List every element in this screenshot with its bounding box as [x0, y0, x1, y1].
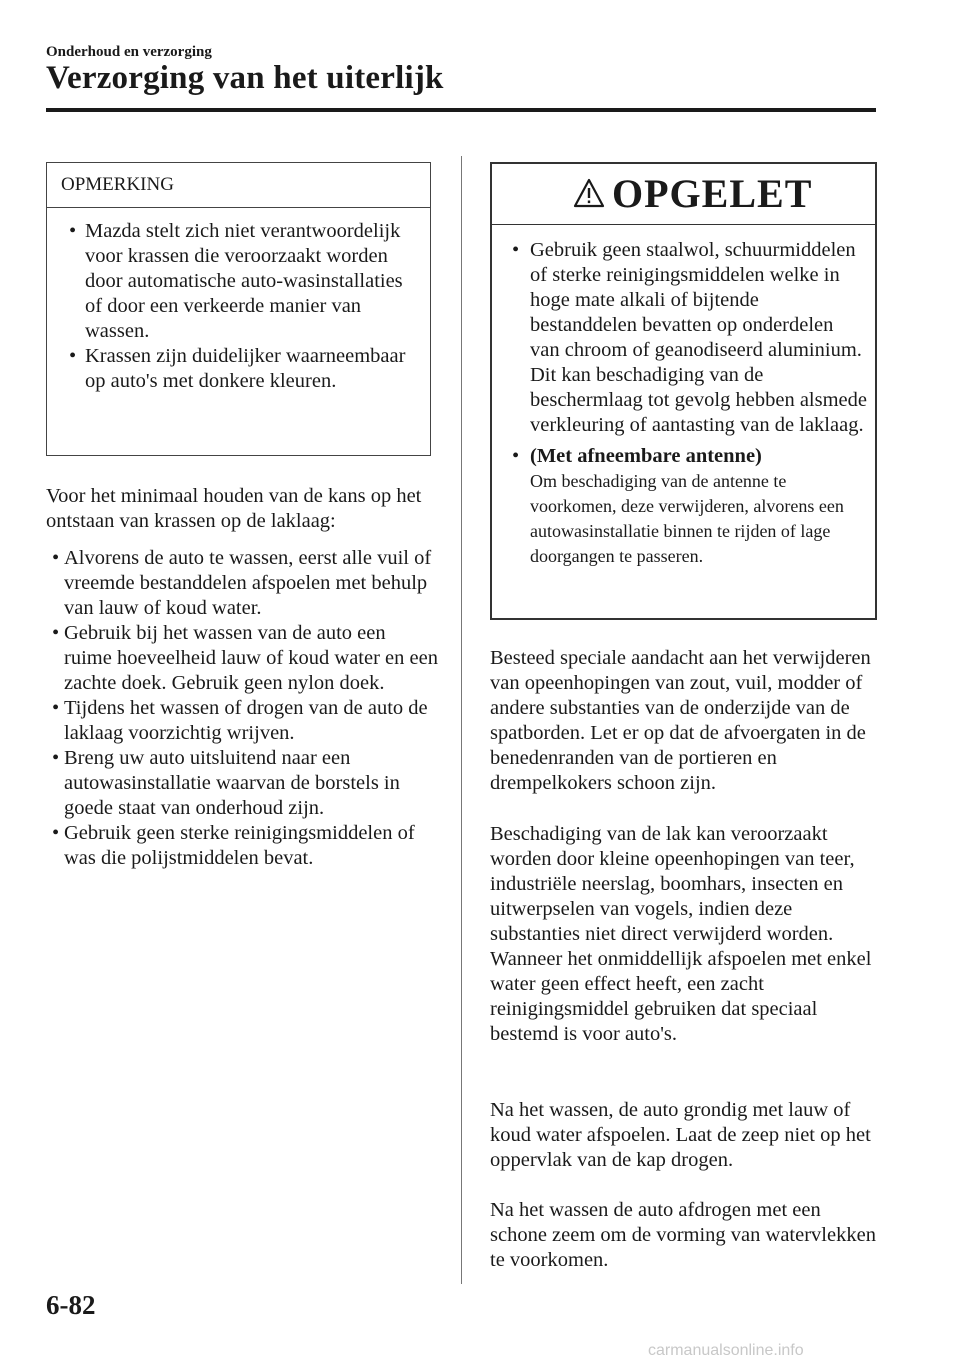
bullet-icon: • [52, 747, 60, 769]
caution-heading: OPGELET [612, 171, 813, 216]
tip-text: Breng uw auto uitsluitend naar een autowasinstallatie waarvan de borstels in goede staat van onderhoud zijn. [64, 747, 400, 819]
bullet-icon: • [52, 822, 60, 844]
note-header [47, 163, 430, 208]
tip-item [46, 821, 438, 871]
tip-text: Gebruik geen sterke reinigingsmiddelen of was die polijstmiddelen bevat. [64, 822, 415, 869]
note-item [47, 344, 430, 394]
page-title: Verzorging van het uiterlijk [46, 60, 444, 96]
tip-text: Gebruik bij het wassen van de auto een ruime hoeveelheid lauw of koud water en een zachte doek. Gebruik geen nylon doek. [64, 622, 438, 694]
tip-text: Tijdens het wassen of drogen van de auto de laklaag voorzichtig wrijven. [64, 697, 428, 744]
bullet-icon: • [52, 622, 60, 644]
note-item-text: Krassen zijn duidelijker waarneembaar op auto's met donkere kleuren. [85, 345, 406, 392]
note-list [47, 219, 430, 394]
antenna-text: Om beschadiging van de antenne te voorkomen, deze verwijderen, alvorens een autowasinstallatie binnen te rijden of lage doorgangen te passeren. [530, 471, 844, 566]
note-item-text: Mazda stelt zich niet verantwoordelijk voor krassen die veroorzaakt worden door automatische auto-wasinstallaties of door een verkeerde manier van wassen. [85, 220, 403, 342]
caution-header [492, 164, 875, 225]
tip-item [46, 746, 438, 821]
body-paragraph: Na het wassen de auto afdrogen met een schone zeem om de vorming van watervlekken te voorkomen. [490, 1199, 876, 1271]
note-item [47, 219, 430, 344]
warning-triangle-icon [573, 178, 605, 208]
bullet-icon: • [52, 547, 60, 569]
bullet-icon: • [52, 697, 60, 719]
body-paragraph: Besteed speciale aandacht aan het verwijderen van opeenhopingen van zout, vuil, modder of andere substanties van de onderzijde van de spatborden. Let er op dat de afvoergaten in de benedenranden van de portieren en drempelkokers schoon zijn. [490, 647, 871, 794]
tip-item [46, 546, 438, 621]
antenna-heading: (Met afneembare antenne) [530, 445, 762, 467]
intro-paragraph: Voor het minimaal houden van de kans op het ontstaan van krassen op de laklaag: [46, 485, 422, 532]
bullet-icon: • [69, 220, 77, 242]
caution-item [492, 238, 875, 438]
tip-item [46, 696, 438, 746]
caution-item [492, 444, 875, 569]
caution-box [490, 162, 877, 620]
body-paragraph: Beschadiging van de lak kan veroorzaakt worden door kleine opeenhopingen van teer, industriële neerslag, boomhars, insecten en uitwerpselen van vogels, indien deze substanties niet direct verwijderd worden. Wanneer het onmiddellijk afspoelen met enkel water geen effect heeft, een zacht reinigingsmiddel gebruiken dat speciaal bestemd is voor auto's. [490, 823, 872, 1045]
title-rule [46, 108, 876, 112]
column-divider [461, 156, 462, 1284]
caution-item-text: Gebruik geen staalwol, schuurmiddelen of sterke reinigingsmiddelen welke in hoge mate alkali of bijtende bestanddelen bevatten op onderdelen van chroom of geanodiseerd aluminium. Dit kan beschadiging van de beschermlaag tot gevolg hebben alsmede verkleuring of aantasting van de laklaag. [530, 239, 867, 436]
bullet-icon: • [512, 239, 520, 261]
page-number: 6-82 [46, 1290, 96, 1320]
tip-text: Alvorens de auto te wassen, eerst alle vuil of vreemde bestanddelen afspoelen met behulp van lauw of koud water. [64, 547, 432, 619]
tip-item [46, 621, 438, 696]
section-heading: Onderhoud en verzorging [46, 44, 212, 60]
bullet-icon: • [512, 445, 520, 467]
bullet-icon: • [69, 345, 77, 367]
caution-list [492, 238, 875, 569]
note-box [46, 162, 431, 456]
note-heading: OPMERKING [61, 174, 174, 195]
watermark: carmanualsonline.info [648, 1342, 804, 1359]
tips-list [46, 546, 438, 871]
body-paragraph: Na het wassen, de auto grondig met lauw of koud water afspoelen. Laat de zeep niet op het oppervlak van de kap drogen. [490, 1099, 871, 1171]
